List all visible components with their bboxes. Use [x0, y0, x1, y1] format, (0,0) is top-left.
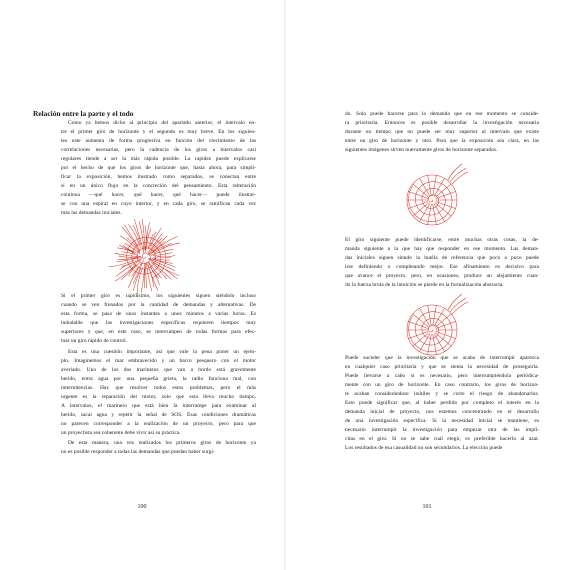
text-line: no parecen corresponder a la realización de un proyecto, pero para que	[61, 421, 256, 428]
spoke-line	[436, 331, 456, 338]
text-line: tre el primer giro de horizonte y el segundo es muy breve. En los siguien-	[61, 129, 256, 136]
text-line: manda siguiente a la que hay que responder en ese momento. Las deman-	[345, 246, 539, 253]
text-line: averiado. Uno de los dos marineros que van a bordo está gravemente	[61, 367, 256, 374]
text-line: necesario interrumpir la investigación para empezar otra de las implí-	[345, 427, 539, 434]
text-line: en cualquier caso prioritaria y que se sienta la necesidad de proseguirla.	[345, 364, 539, 371]
right-page	[285, 0, 570, 570]
text-line: no es posible responder a todas las demandas que puedan haber surgi-	[61, 449, 215, 456]
paragraph	[345, 354, 539, 454]
text-line: entre un giro de horizonte y otro. Para que la exposición sea clara, en las	[345, 138, 539, 145]
text-line: intermitencias. Hay que resolver todos estos problemas, pero el más	[61, 385, 256, 392]
text-line: más las demandas iniciales.	[61, 210, 122, 217]
tail-line	[450, 298, 466, 312]
text-line: de una investigación específica. Si la necesidad inicial se mantiene, es	[345, 418, 539, 425]
text-line: te acaban considerándose inútiles y se corre el riesgo de abandonarlos.	[345, 391, 539, 398]
radial-strand	[157, 255, 175, 257]
text-line: durante un tiempo que no puede ser muy superior al intervalo que existe	[345, 129, 539, 136]
text-line: das iniciales siguen siendo la huella de referencia que poco a poco puede	[345, 255, 539, 262]
spoke-line	[409, 321, 429, 328]
radial-strand	[141, 262, 144, 292]
text-line: citas en el giro. Si no se sabe cuál elegir, es preferible hacerlo al azar.	[345, 436, 539, 443]
spoke-line	[409, 331, 429, 338]
text-line: herido, sacar agua y repetir la señal de SOS. Esas condiciones dramáticas	[61, 412, 256, 419]
tail-line	[452, 302, 468, 314]
spoke-line	[436, 191, 456, 198]
spiral-line	[409, 182, 452, 222]
radial-strand	[153, 253, 173, 256]
text-line: siguientes imágenes sirven nuevamente giros de horizonte separados.	[345, 147, 498, 154]
text-line: Puede llevarse a cabo si es necesario, pero interrumpiéndola periódica-	[345, 373, 539, 380]
text-line: Los resultados de esa casualidad no son secundarios. La elección puede	[345, 445, 503, 452]
text-line: demanda inicial de proyecto, nos estemos concentrando en el desarrollo	[345, 409, 539, 416]
text-line: ficar la exposición, hemos ilustrado como separados, se conectan entre	[61, 174, 256, 181]
text-line: continua —qué hacer, qué hacer, qué hacer— puede ilustrar-	[61, 192, 256, 199]
page-number: 101	[422, 504, 432, 510]
spoke-line	[436, 321, 456, 328]
text-line: ra prioritaria. Entonces es posible desarrollar la investigación necesaria	[345, 120, 539, 127]
paragraph	[345, 236, 539, 290]
text-line: Esto puede significar que, al haber perdido por completo el interés en la	[345, 400, 539, 407]
text-line: El giro siguiente puede identificarse, entre muchas otras cosas, la de-	[345, 237, 539, 243]
radial-strand	[115, 264, 136, 281]
text-line: Si el primer giro es rapidísimo, los siguientes siguen siéndolo incluso	[61, 293, 256, 299]
text-line: esta forma, se pasa de unos instantes a unos minutos a varias horas. Es	[61, 311, 256, 318]
paragraph	[345, 110, 539, 155]
spiral-balloon-figure	[400, 160, 472, 232]
section-heading: Relación entre la parte y el todo	[33, 109, 134, 118]
tail-line	[450, 168, 466, 182]
page-number: 100	[137, 504, 147, 510]
text-line: que avance el proyecto, pero, en ocasiones, produce un alejamiento cuan-	[345, 273, 539, 280]
spoke-line	[436, 201, 456, 208]
text-line: plo. Imaginemos el mar embravecido y un barco pesquero con el motor	[61, 358, 256, 365]
text-line: superiores y que, en este caso, se interrumpen de todas formas para efec-	[61, 329, 256, 336]
text-line: Como ya hemos dicho al principio del apartado anterior, el intervalo en-	[68, 120, 256, 126]
text-line: por el hecho de que los giros de horizonte que, hasta ahora, para simpli-	[61, 165, 256, 172]
text-line: do. Solo puede hacerse para la demanda que en ese momento se conside-	[345, 111, 539, 117]
text-line: cuando se ven frenados por la cantidad de demandas y alternativas. De	[61, 302, 256, 309]
paragraph	[61, 348, 256, 438]
tail-line	[452, 172, 468, 184]
text-line: correlaciones necesarias, pero la cadencia de los giros a intervalos casi	[61, 147, 256, 154]
paragraph	[61, 119, 256, 219]
spiral-web-figure	[102, 214, 188, 300]
text-line: tes este aumenta de forma progresiva en función del crecimiento de las	[61, 138, 256, 145]
text-line: se con una espiral en cuyo interior, y en cada giro, se ramifican cada vez	[61, 201, 256, 208]
text-line: Esta es una cuestión importante, así que vale la pena poner un ejem-	[68, 349, 256, 355]
text-line: regulares tiende a ser la más rápida posible. La rapidez puede explicarse	[61, 156, 256, 163]
radial-strand	[145, 263, 146, 288]
text-line: un proyectista sea coherente debe vivir así su práctica.	[61, 430, 181, 437]
spiral-balloon-figure	[400, 290, 472, 362]
text-line: indudable que las investigaciones específicas requieren tiempos muy	[61, 320, 256, 327]
spoke-line	[409, 201, 429, 208]
spiral-line	[409, 312, 452, 352]
text-line: tuar un giro rápido de control.	[61, 338, 127, 345]
radial-strand	[137, 267, 143, 293]
paragraph	[61, 292, 256, 346]
text-line: do la fuerza bruta de la intuición se pierde en la formalización abstracta.	[345, 282, 504, 289]
text-line: De esta manera, una vez realizados los primeros giros de horizonte ya	[68, 440, 256, 446]
text-line: A intervalos, el marinero que está bien la interrumpe para examinar al	[61, 403, 256, 410]
text-line: herido, entra agua por una pequeña grieta, la radio funciona mal, con	[61, 376, 256, 383]
radial-strand	[133, 268, 141, 291]
text-line: urgente es la reparación del motor, solo que esta lleva mucho tiempo.	[61, 394, 256, 401]
text-line: Puede suceder que la investigación que se acaba de interrumpir aparezca	[345, 355, 539, 361]
text-line: mente con un giro de horizonte. En caso contrario, los giros de horizon-	[345, 382, 539, 389]
text-line: sí en un único flujo en la concreción del pensamiento. Esta reiteración	[61, 183, 256, 190]
spoke-line	[409, 191, 429, 198]
paragraph	[61, 439, 256, 457]
text-line: irse definiendo o completando mejor. Ese afinamiento es decisivo para	[345, 264, 539, 271]
